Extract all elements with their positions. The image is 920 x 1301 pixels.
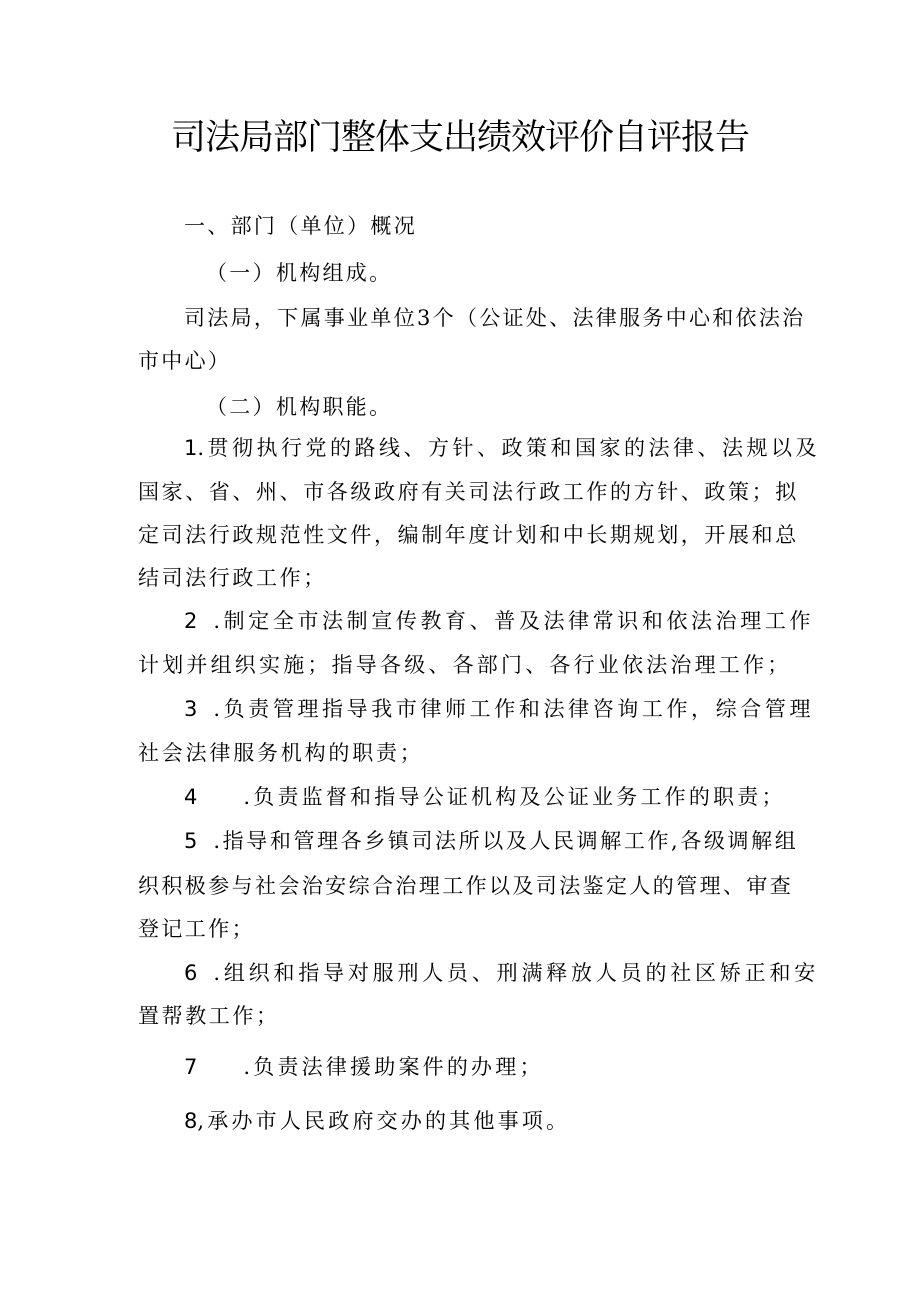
list-item-number: 2: [184, 609, 198, 633]
list-item-number: 8: [184, 1109, 198, 1133]
list-item-number: 6: [184, 961, 198, 985]
list-item-text: .指导和管理各乡镇司法所以及人民调解工作,各级调解组: [213, 829, 799, 853]
list-item-text: .负责管理指导我市律师工作和法律咨询工作，综合管理: [213, 697, 815, 721]
list-item-text: 登记工作；: [138, 917, 255, 941]
list-item-text: .贯彻执行党的路线、方针、政策和国家的法律、法规以及: [197, 436, 821, 460]
list-item-text: 定司法行政规范性文件，编制年度计划和中长期规划，开展和总: [138, 523, 799, 547]
list-item-text: .负责法律援助案件的办理；: [243, 1055, 544, 1079]
list-item: [184, 958, 819, 988]
list-item-text: 置帮教工作；: [138, 1004, 280, 1028]
list-item-number: 3: [184, 697, 198, 721]
list-item-text: 社会法律服务机构的职责；: [138, 741, 424, 765]
subsection-heading: （一）机构组成。: [206, 261, 393, 285]
list-item-text: 结司法行政工作；: [138, 566, 327, 590]
list-item-text: 国家、省、州、市各级政府有关司法行政工作的方针、政策；拟: [138, 480, 799, 504]
list-item: [184, 782, 786, 812]
list-item-text: .制定全市法制宣传教育、普及法律常识和依法治理工作: [213, 609, 815, 633]
list-item: [184, 694, 814, 724]
subsection-heading: （二）机构职能。: [206, 395, 393, 419]
list-item-number: 5: [184, 829, 198, 853]
list-item-number: 7: [184, 1055, 198, 1079]
page-title: 司法局部门整体支出绩效评价自评报告: [170, 118, 749, 158]
paragraph-line: 市中心）: [138, 349, 232, 373]
list-item: [184, 826, 798, 856]
list-item-text: 织积极参与社会治安综合治理工作以及司法鉴定人的管理、审查: [138, 874, 794, 898]
paragraph-line: 司法局，下属事业单位3个（公证处、法律服务中心和依法治: [184, 306, 806, 330]
list-item-number: 1: [184, 436, 198, 460]
list-item: [184, 606, 814, 636]
list-item-text: .负责监督和指导公证机构及公证业务工作的职责；: [243, 785, 786, 809]
list-item: [184, 1052, 544, 1082]
list-item: [184, 433, 820, 463]
section-heading: 一、部门（单位）概况: [184, 214, 417, 238]
list-item-text: .组织和指导对服刑人员、刑满释放人员的社区矫正和安: [213, 961, 820, 985]
list-item-number: 4: [184, 785, 198, 809]
list-item-text: 计划并组织实施；指导各级、各部门、各行业依法治理工作；: [138, 653, 792, 677]
list-item: [184, 1106, 570, 1136]
list-item-text: ,承办市人民政府交办的其他事项。: [197, 1109, 571, 1133]
